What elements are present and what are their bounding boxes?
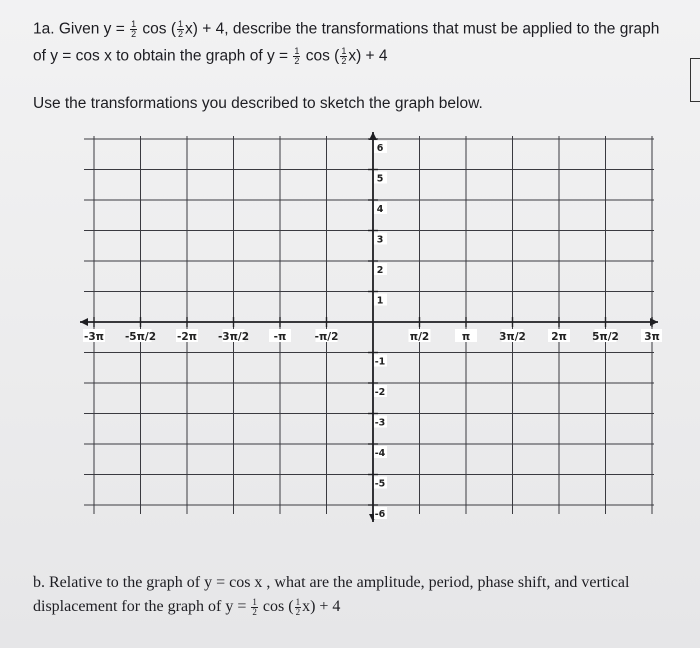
y-tick-label: 2	[376, 265, 384, 276]
cos-word-2: cos	[305, 47, 330, 65]
x-tick-label: π/2	[409, 331, 430, 343]
question-1a-line-1	[33, 20, 659, 39]
y-tick-label: -1	[374, 356, 386, 368]
cos-word: cos	[142, 20, 167, 38]
sketch-instruction: Use the transformations you described to sketch the graph below.	[33, 95, 483, 112]
x-tick-label: -π/2	[314, 331, 339, 343]
y-tick-label: 6	[376, 143, 384, 154]
x-tick-label: 3π	[644, 331, 660, 343]
y-tick-label: -2	[374, 387, 386, 398]
fraction-one-half: $\frac{1}{2}$	[131, 19, 137, 39]
x-axis-arrow-left	[80, 318, 88, 326]
y-tick-label: -6	[374, 509, 386, 520]
q1a-prefix: 1a. Given y =	[33, 20, 125, 38]
q1b-line2-prefix: displacement for the graph of y =	[33, 598, 247, 616]
q1a-rest: x) + 4, describe the transformations that must be applied to the graph	[185, 20, 660, 38]
question-1b-line-2	[33, 598, 340, 617]
open-paren: (	[170, 20, 177, 38]
margin-bracket	[690, 58, 700, 102]
q1a-line2-prefix: of y = cos x to obtain the graph of	[33, 47, 263, 65]
x-tick-label: -2π	[177, 331, 197, 343]
open-paren-3: (	[288, 598, 294, 616]
q1b-line2-suffix: x) + 4	[302, 598, 341, 616]
fraction-one-half-2: $\frac{1}{2}$	[294, 46, 300, 66]
question-1a-line-2	[33, 47, 388, 66]
fraction-one-half-inner-2: $\frac{1}{2}$	[341, 46, 347, 66]
q1a-line2-suffix: x) + 4	[348, 47, 388, 65]
question-1b-line-1: b. Relative to the graph of y = cos x , what are the amplitude, period, phase shift, and vertical	[33, 574, 630, 591]
y-tick-label: -3	[374, 417, 386, 429]
y-tick-label: 3	[376, 234, 384, 246]
x-tick-label: 2π	[551, 331, 567, 343]
coordinate-grid[interactable]	[76, 128, 662, 526]
x-tick-label: 3π/2	[499, 331, 526, 343]
x-tick-label: -3π/2	[217, 331, 250, 343]
x-tick-label: 5π/2	[592, 331, 619, 343]
y-tick-label: 4	[376, 204, 384, 215]
y-tick-label: 1	[376, 295, 384, 307]
cos-word-3: cos	[262, 598, 285, 616]
open-paren-2: (	[334, 47, 340, 65]
fraction-one-half-inner: $\frac{1}{2}$	[178, 19, 184, 39]
x-axis-arrow-right	[650, 318, 658, 326]
x-tick-label: -π	[273, 331, 287, 343]
q1a-line2-y: y =	[266, 47, 289, 65]
x-tick-label: π	[461, 331, 471, 343]
y-tick-label: -5	[374, 478, 386, 490]
fraction-one-half-inner-3: $\frac{1}{2}$	[295, 597, 301, 617]
x-tick-label: -3π	[84, 331, 104, 343]
x-tick-label: -5π/2	[124, 331, 157, 343]
fraction-one-half-3: $\frac{1}{2}$	[252, 597, 257, 617]
y-tick-label: 5	[376, 173, 384, 185]
y-tick-label: -4	[374, 448, 386, 459]
